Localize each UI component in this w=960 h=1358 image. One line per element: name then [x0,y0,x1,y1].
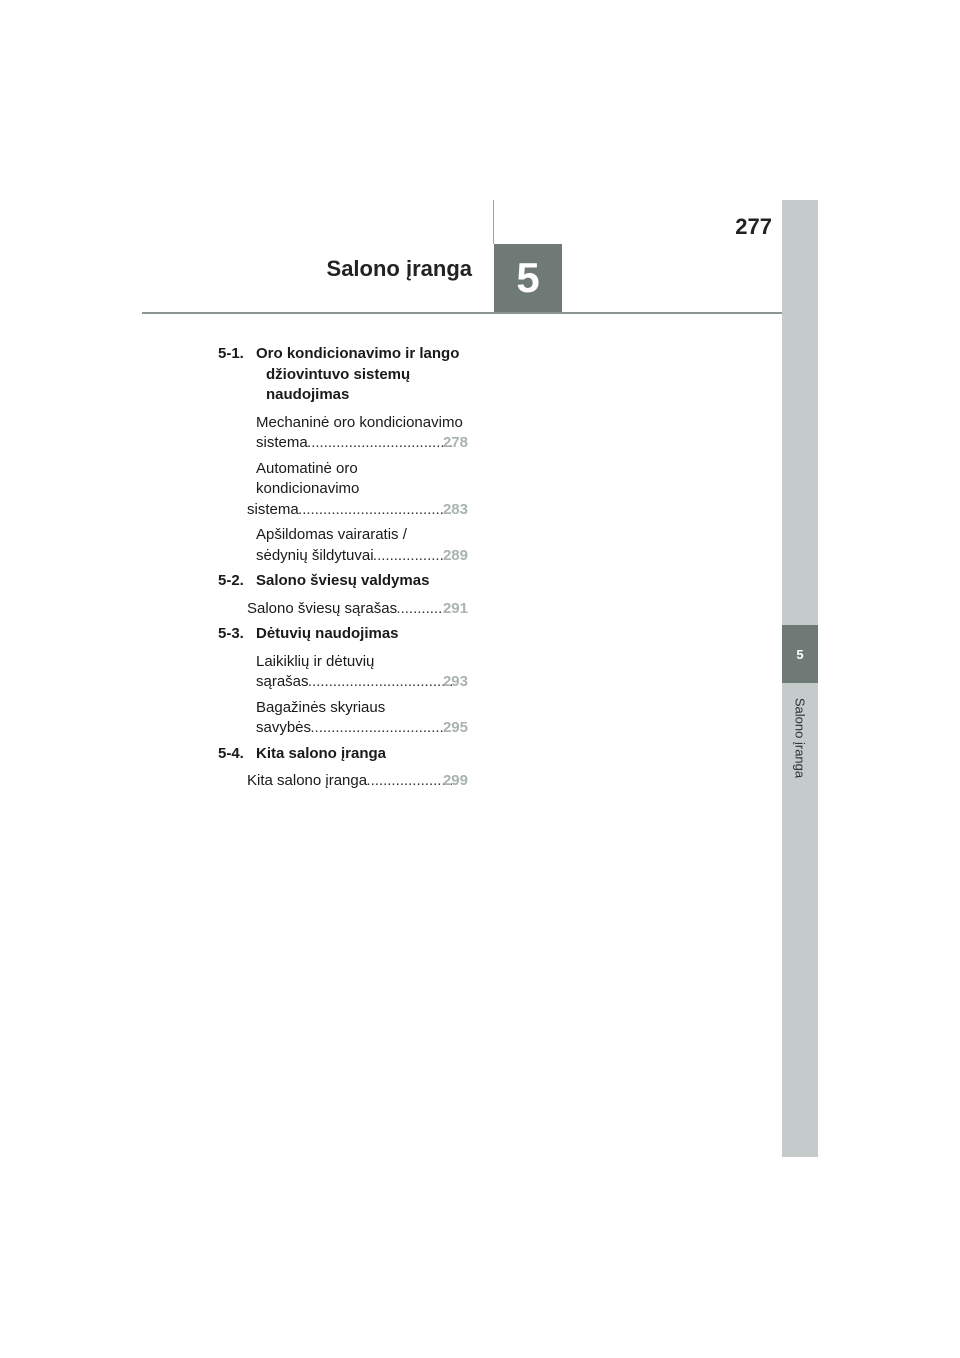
toc-entry-text: Bagažinės skyriaus [256,698,386,716]
page-number: 277 [735,214,772,239]
dot-leader [367,771,452,792]
sidebar-chapter-tab[interactable]: 5 [782,625,818,683]
toc-page-ref[interactable]: 299 [442,772,468,789]
toc-entry-heated-wheel[interactable] [256,525,468,566]
toc-page-ref[interactable]: 291 [442,599,468,617]
toc-section-5-2[interactable] [218,571,468,592]
toc-entry-text: savybės [256,719,312,736]
toc-page-ref[interactable]: 278 [442,434,468,451]
toc-section-title: Salono šviesų valdymas [256,572,430,589]
toc-section-5-3[interactable] [218,624,468,645]
toc-entry-text: Mechaninė oro kondicionavimo [256,413,463,431]
sidebar-chapter-label: Salono įranga [792,697,808,779]
toc-page-ref[interactable]: 283 [442,500,468,518]
toc-entry-text: Apšildomas vairaratis / [256,526,407,543]
chapter-title: Salono įranga [326,256,472,281]
toc-section-5-1[interactable] [218,344,468,406]
toc-entry-text: kondicionavimo [256,480,360,497]
toc-entry-interior-lights[interactable] [247,599,468,620]
toc-section-number: 5-1. [218,345,244,362]
toc-section-title: Dėtuvių naudojimas [256,625,399,642]
toc-entry-text: sistema [256,434,308,451]
dot-leader [311,718,452,739]
toc-entry-text: sąrašas [256,673,309,690]
toc-section-number: 5-4. [218,744,244,762]
toc-section-number: 5-3. [218,625,244,642]
dot-leader [309,672,452,693]
toc-entry-automatic-ac[interactable] [247,459,468,521]
toc-section-title: Oro kondicionavimo ir lango džiovintuvo sistemų naudojimas [256,345,460,403]
dot-leader [299,500,452,521]
toc-entry-text: Automatinė oro [256,459,358,477]
toc-entry-storage-list[interactable] [256,652,468,693]
toc-entry-text: sistema [247,500,299,518]
toc-entry-mechanical-ac[interactable] [256,413,468,454]
toc-entry-text: Salono šviesų sąrašas [247,599,398,617]
toc-section-title: Kita salono įranga [256,744,387,762]
toc-page-ref[interactable]: 295 [442,719,468,736]
table-of-contents [218,344,468,797]
toc-entry-luggage[interactable] [256,698,468,739]
header-divider [142,312,782,314]
chapter-number-box: 5 [494,244,562,312]
dot-leader [308,433,452,454]
toc-page-ref[interactable]: 293 [442,673,468,690]
toc-section-5-4[interactable] [218,744,468,765]
toc-entry-text: Laikiklių ir dėtuvių [256,652,375,670]
dot-leader [374,546,452,567]
toc-entry-text: sėdynių šildytuvai [256,546,374,564]
toc-page-ref[interactable]: 289 [442,546,468,564]
toc-entry-text: Kita salono įranga [247,772,368,789]
toc-section-number: 5-2. [218,572,244,589]
toc-entry-other-features[interactable] [247,771,468,792]
header-divider-vertical [493,200,494,244]
